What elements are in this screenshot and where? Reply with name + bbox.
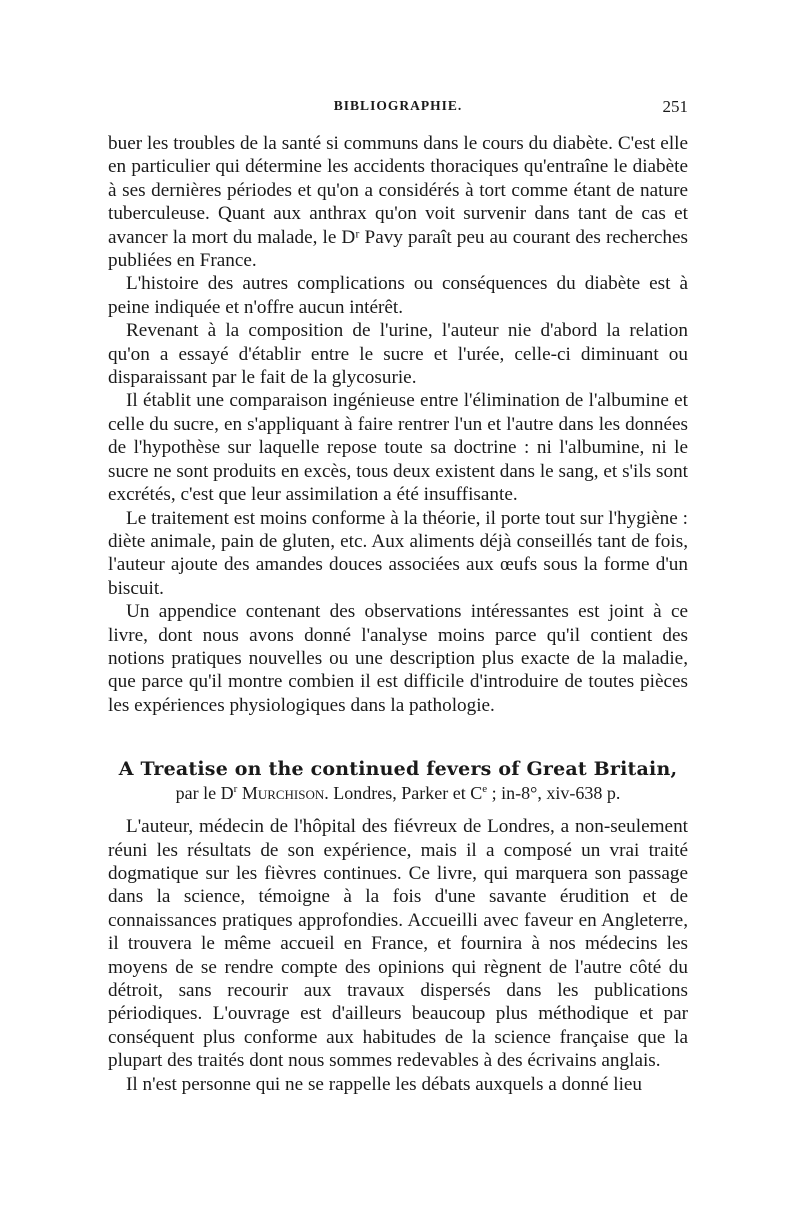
section-title: A Treatise on the continued fevers of Great Britain, bbox=[118, 758, 678, 781]
paragraph-1: buer les troubles de la santé si communs dans le cours du diabète. C'est elle en particulier qui détermine les accidents thoraciques qu'entraîne le diabète à ses dernières périodes et qu'on a considérés à tort comme étant de nature tuberculeuse. Quant aux anthrax qu'on voit survenir dans tant de cas et avancer la mort du malade, le Dʳ Pavy paraît peu au courant des recherches publiées en France. bbox=[108, 133, 688, 272]
subtitle-sup2: e bbox=[482, 783, 488, 796]
paragraph-4: Il établit une comparaison ingénieuse entre l'élimination de l'albumine et celle du sucre, en s'appliquant à faire rentrer l'un et l'autre dans les données de l'hypothèse sur laquelle repose toute sa doctrine : ni l'albumine, ni le sucre ne sont produits en excès, tous deux existent dans le sang, et s'ils sont excrétés, c'est que leur assimilation a été insuffisante. bbox=[108, 390, 688, 506]
subtitle-sup: r bbox=[233, 783, 238, 796]
subtitle-rest-2: ; in-8°, xiv-638 p. bbox=[487, 783, 621, 804]
paragraph-6: Un appendice contenant des observations intéressantes est joint à ce livre, dont nous avons donné l'analyse moins parce qu'il contient des notions pratiques nouvelles ou une description plus exacte de la maladie, que parce qu'il montre combien il est difficile d'introduire de toutes pièces les expériences physiologiques dans la pathologie. bbox=[108, 601, 688, 716]
paragraph-8: Il n'est personne qui ne se rappelle les débats auxquels a donné lieu bbox=[126, 1073, 643, 1095]
paragraph-7: L'auteur, médecin de l'hôpital des fiévreux de Londres, a non-seulement réuni les résultats de son expérience, mais il a composé un vrai traité dogmatique sur les fièvres continues. Ce livre, qui marquera son passage dans la science, témoigne à la fois d'une savante érudition et de connaissances pratiques approfondies. Accueilli avec faveur en Angleterre, il trouvera le même accueil en France, et fournira à nos médecins les moyens de se rendre compte des opinions qui règnent de l'autre côté du détroit, sans recourir aux travaux dispersés dans les publications périodiques. L'ouvrage est d'ailleurs beaucoup plus méthodique et par conséquent plus conforme aux habitudes de la science française que la plupart des traités dont nous sommes redevables à des écrivains anglais. bbox=[108, 816, 688, 1072]
running-head bbox=[108, 98, 688, 124]
paragraph-3: Revenant à la composition de l'urine, l'auteur nie d'abord la relation qu'on a essayé d'établir entre le sucre et l'urée, celle-ci diminuant ou disparaissant par le fait de la glycosurie. bbox=[108, 320, 688, 389]
paragraph-2: L'histoire des autres complications ou conséquences du diabète est à peine indiquée et n'offre aucun intérêt. bbox=[108, 273, 688, 318]
paragraph-5: Le traitement est moins conforme à la théorie, il porte tout sur l'hygiène : diète animale, pain de gluten, etc. Aux aliments déjà conseillés tant de fois, l'auteur ajoute des amandes douces associées aux œufs sous la forme d'un biscuit. bbox=[108, 507, 688, 599]
page-number: 251 bbox=[662, 97, 688, 116]
subtitle-prefix: par le D bbox=[175, 783, 234, 804]
running-title: BIBLIOGRAPHIE. bbox=[333, 98, 463, 113]
section-subtitle bbox=[108, 781, 688, 805]
book-page bbox=[108, 98, 688, 1096]
subtitle-author: Murchison bbox=[241, 783, 325, 804]
subtitle-rest-1: . Londres, Parker et C bbox=[324, 783, 483, 804]
